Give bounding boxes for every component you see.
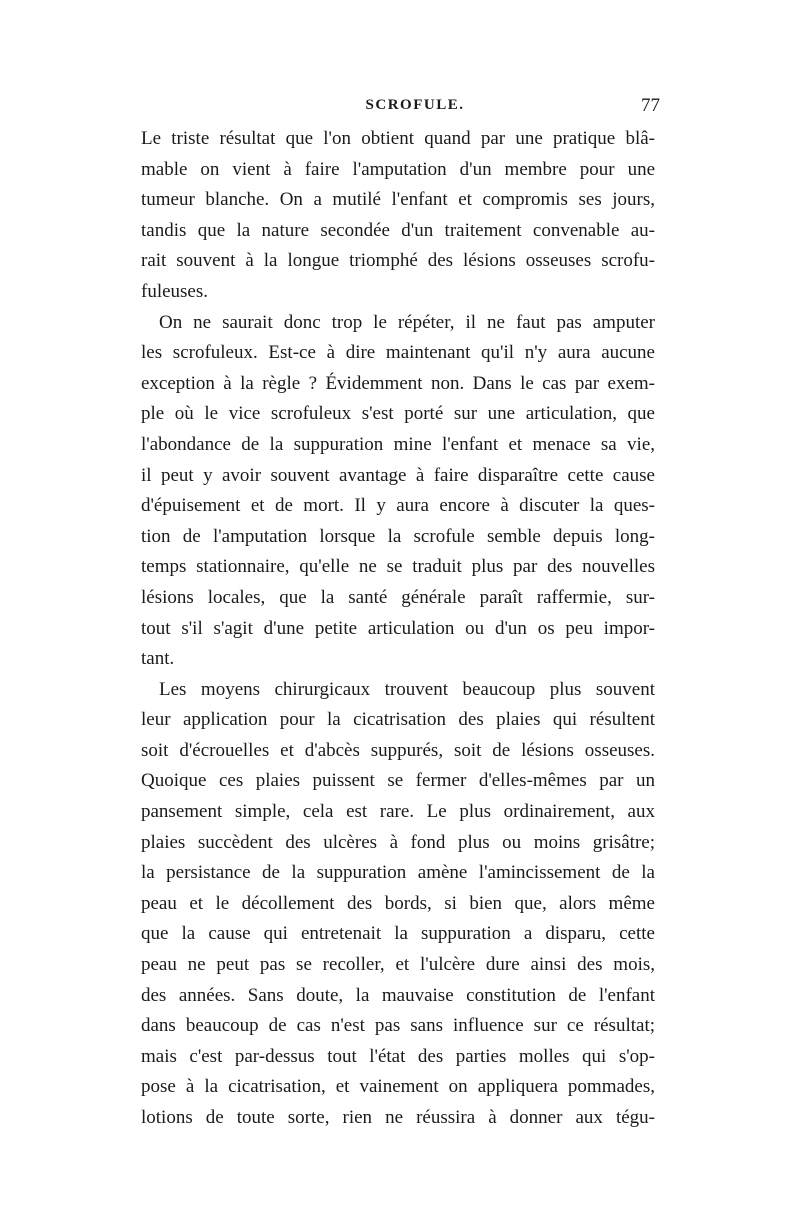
- text-line: mais c'est par-dessus tout l'état des parties molles qui s'op-: [141, 1045, 655, 1067]
- text-line: rait souvent à la longue triomphé des lésions osseuses scrofu-: [141, 250, 655, 272]
- text-line: que la cause qui entretenait la suppuration a disparu, cette: [141, 923, 655, 945]
- text-line: fuleuses.: [141, 280, 209, 302]
- text-line: plaies succèdent des ulcères à fond plus ou moins grisâtre;: [141, 831, 655, 853]
- text-line: Le triste résultat que l'on obtient quand par une pratique blâ-: [141, 128, 655, 149]
- text-line: l'abondance de la suppuration mine l'enfant et menace sa vie,: [141, 433, 655, 455]
- running-title: SCROFULE.: [365, 97, 465, 113]
- text-line: les scrofuleux. Est-ce à dire maintenant qu'il n'y aura aucune: [141, 342, 655, 364]
- body-text: [141, 124, 655, 1134]
- text-line: tumeur blanche. On a mutilé l'enfant et compromis ses jours,: [141, 189, 655, 211]
- text-line: temps stationnaire, qu'elle ne se traduit plus par des nouvelles: [141, 556, 655, 578]
- text-line: tion de l'amputation lorsque la scrofule semble depuis long-: [141, 525, 655, 547]
- text-line: exception à la règle ? Évidemment non. Dans le cas par exem-: [141, 372, 655, 394]
- text-line: il peut y avoir souvent avantage à faire disparaître cette cause: [141, 464, 655, 486]
- running-head: [140, 97, 660, 121]
- text-line: peau ne peut pas se recoller, et l'ulcère dure ainsi des mois,: [141, 954, 655, 976]
- text-line: Quoique ces plaies puissent se fermer d'elles-mêmes par un: [141, 770, 655, 792]
- text-line: d'épuisement et de mort. Il y aura encore à discuter la ques-: [141, 495, 655, 517]
- text-line: lésions locales, que la santé générale paraît raffermie, sur-: [141, 586, 655, 608]
- text-line: leur application pour la cicatrisation des plaies qui résultent: [141, 709, 655, 731]
- text-line: pansement simple, cela est rare. Le plus ordinairement, aux: [141, 801, 655, 823]
- text-line: On ne saurait donc trop le répéter, il ne faut pas amputer: [159, 311, 655, 333]
- page-number: 77: [641, 95, 660, 116]
- text-line: des années. Sans doute, la mauvaise constitution de l'enfant: [141, 984, 655, 1006]
- text-line: tout s'il s'agit d'une petite articulation ou d'un os peu impor-: [141, 617, 655, 639]
- text-line: ple où le vice scrofuleux s'est porté sur une articulation, que: [141, 403, 655, 425]
- text-line: lotions de toute sorte, rien ne réussira à donner aux tégu-: [141, 1107, 655, 1128]
- text-line: soit d'écrouelles et d'abcès suppurés, soit de lésions osseuses.: [141, 739, 655, 761]
- text-line: tandis que la nature secondée d'un traitement convenable au-: [141, 219, 655, 241]
- text-line: pose à la cicatrisation, et vainement on appliquera pommades,: [141, 1076, 655, 1098]
- text-line: tant.: [141, 648, 175, 670]
- text-line: la persistance de la suppuration amène l'amincissement de la: [141, 862, 655, 884]
- text-line: dans beaucoup de cas n'est pas sans influence sur ce résultat;: [141, 1015, 655, 1037]
- text-line: Les moyens chirurgicaux trouvent beaucoup plus souvent: [159, 678, 655, 700]
- text-line: mable on vient à faire l'amputation d'un membre pour une: [141, 158, 655, 180]
- text-line: peau et le décollement des bords, si bien que, alors même: [141, 892, 655, 914]
